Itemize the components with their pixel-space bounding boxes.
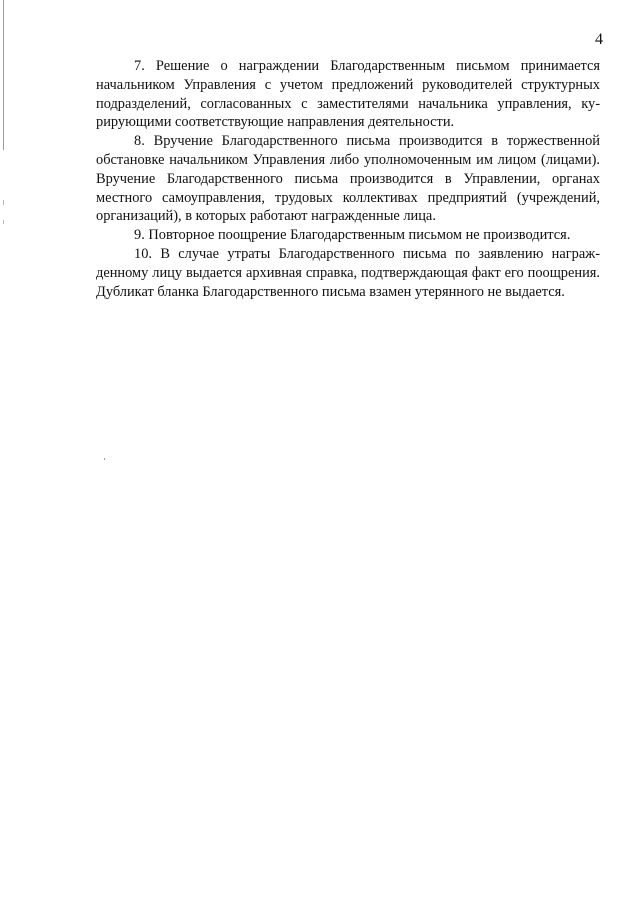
page-number: 4 (595, 31, 603, 48)
scan-edge-mark (3, 0, 4, 300)
paragraph-10: 10. В случае утраты Благодарственного письма по заявлению награжденному лицу выдается архивная справка, подтверждающая факт его поощрения. Дубликат бланка Благодарственного письма взамен утерянного не выдается. (96, 245, 600, 300)
scan-speck (104, 458, 105, 460)
paragraph-9: 9. Повторное поощрение Благодарственным письмом не производится. (134, 227, 571, 244)
document-body (96, 57, 600, 301)
paragraph-8: 8. Вручение Благодарственного письма производится в торжественной обстановке начальником Управления либо уполномоченным им лицом (лицами). Вручение Благодарственного письма производится в Управлении, органах местного самоуправления, трудовых коллективах предприятий (учреждений, организаций), в которых работают награжденные лица. (96, 133, 600, 225)
paragraph-7: 7. Решение о награждении Благодарственным письмом принимается начальником Управления с учетом предложений руководителей структурных подразделений, согласованных с заместителями начальника управления, курирующими соответствующие направления деятельности. (96, 58, 600, 131)
